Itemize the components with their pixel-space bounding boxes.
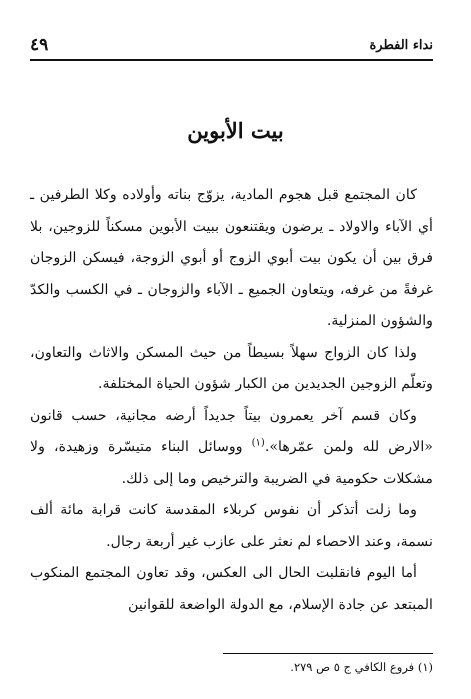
running-head: نداء الفطرة	[369, 37, 433, 53]
header-rule	[30, 59, 433, 61]
paragraph-text: ووسائل البناء متيسّرة وزهيدة، ولا مشكلات حكومية في الضريبة والترخيص وما إلى ذلك.	[30, 439, 433, 487]
footnote-ref: (١)	[251, 437, 265, 449]
paragraph: كان المجتمع قبل هجوم المادية، يزوّج بناته وأولاده وكلا الطرفين ـ أي الآباء والاولاد ـ يرضون ويقتنعون ببيت الأبوين مسكناً للزوجين، بلا فرق بين أن يكون بيت أبوي الزوج أو أبوي الزوجة، فيسكن الزوجان غرفةً من غرفه، ويتعاون الجميع ـ الآباء والزوجان ـ في الكسب والكدّ والشؤون المنزلية.	[30, 187, 433, 329]
body-text	[30, 180, 433, 621]
paragraph: أما اليوم فانقلبت الحال الى العكس، وقد تعاون المجتمع المنكوب المبتعد عن جادة الإسلام، مع الدولة الواضعة للقوانين	[30, 565, 433, 613]
footnote-rule	[223, 653, 433, 654]
paragraph-text: وكان قسم آخر يعمرون بيتاً جديداً أرضه مجانية، حسب قانون «الارض لله ولمن عمّرها».	[30, 407, 433, 455]
section-title: بيت الأبوين	[187, 118, 284, 143]
paragraph: ولذا كان الزواج سهلاً بسيطاً من حيث المسكن والاثاث والتعاون، وتعلّم الزوجين الجديدين من الكبار شؤون الحياة المختلفة.	[30, 344, 433, 392]
footnote: (١) فروع الكافي ج ٥ ص ٢٧٩.	[290, 660, 433, 674]
page-header	[30, 34, 433, 56]
paragraph	[30, 401, 433, 496]
page-number: ٤٩	[30, 35, 49, 55]
paragraph: وما زلت أتذكر أن نفوس كربلاء المقدسة كانت قرابة مائة ألف نسمة، وعند الاحصاء لم نعثر على عازب غير أربعة رجال.	[30, 502, 433, 550]
